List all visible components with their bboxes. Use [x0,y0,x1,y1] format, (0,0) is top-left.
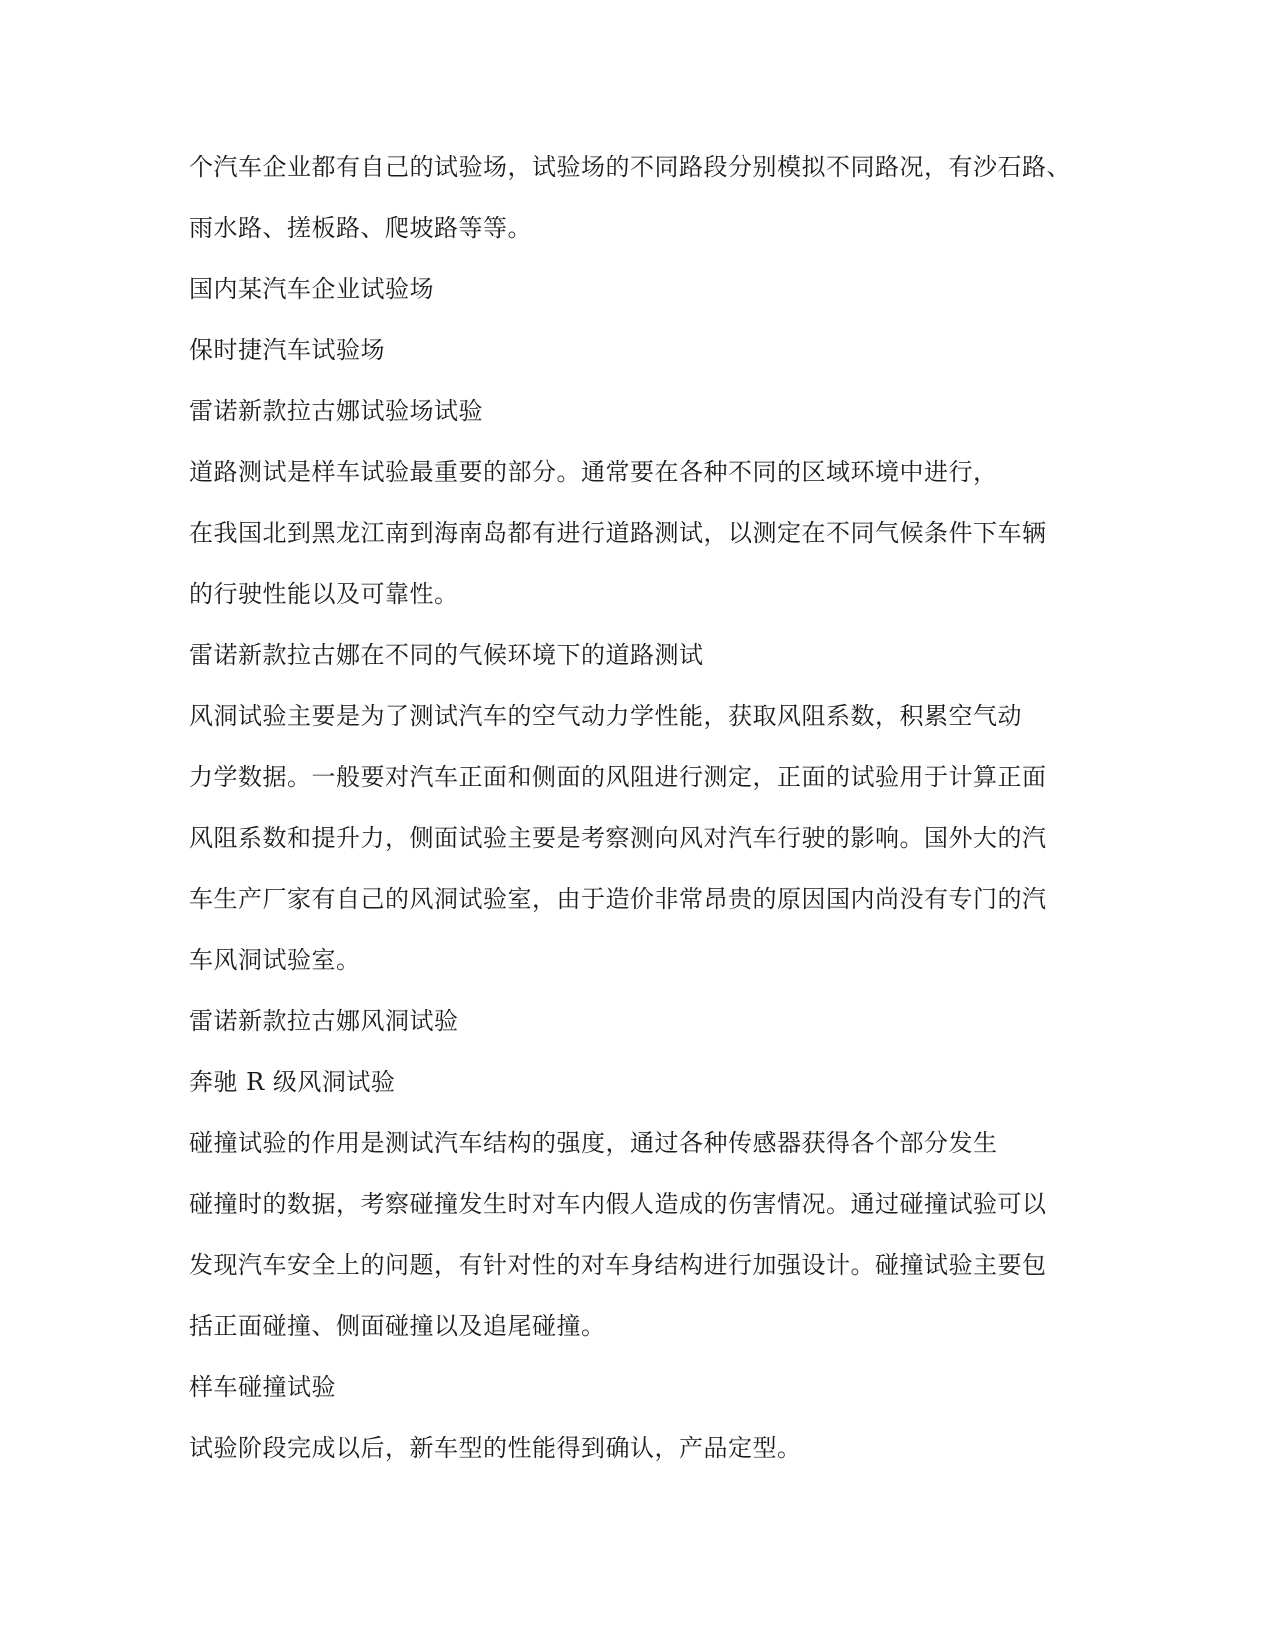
text-line: 道路测试是样车试验最重要的部分。通常要在各种不同的区域环境中进行， [189,458,998,486]
text-line: 发现汽车安全上的问题，有针对性的对车身结构进行加强设计。碰撞试验主要包 [189,1251,1047,1279]
text-line: 车生产厂家有自己的风洞试验室，由于造价非常昂贵的原因国内尚没有专门的汽 [189,885,1047,913]
text-line: 风阻系数和提升力，侧面试验主要是考察测向风对汽车行驶的影响。国外大的汽 [189,824,1047,852]
text-line: 碰撞时的数据，考察碰撞发生时对车内假人造成的伤害情况。通过碰撞试验可以 [189,1190,1047,1218]
text-line: 在我国北到黑龙江南到海南岛都有进行道路测试，以测定在不同气候条件下车辆 [189,519,1047,547]
text-line: 碰撞试验的作用是测试汽车结构的强度，通过各种传感器获得各个部分发生 [189,1129,998,1157]
caption-line: 奔驰 R 级风洞试验 [189,1068,396,1096]
text-line: 雨水路、搓板路、爬坡路等等。 [189,214,532,242]
text-line: 括正面碰撞、侧面碰撞以及追尾碰撞。 [189,1312,606,1340]
caption-line: 雷诺新款拉古娜风洞试验 [189,1007,459,1035]
text-line: 车风洞试验室。 [189,946,361,974]
caption-line: 雷诺新款拉古娜在不同的气候环境下的道路测试 [189,641,704,669]
text-line: 个汽车企业都有自己的试验场，试验场的不同路段分别模拟不同路况，有沙石路、 [189,153,1071,181]
text-line: 的行驶性能以及可靠性。 [189,580,459,608]
text-line: 试验阶段完成以后，新车型的性能得到确认，产品定型。 [189,1434,802,1462]
body-text [189,145,1089,1487]
caption-line: 样车碰撞试验 [189,1373,336,1401]
caption-line: 保时捷汽车试验场 [189,336,385,364]
caption-line: 国内某汽车企业试验场 [189,275,434,303]
text-line: 风洞试验主要是为了测试汽车的空气动力学性能，获取风阻系数，积累空气动 [189,702,1022,730]
text-line: 力学数据。一般要对汽车正面和侧面的风阻进行测定，正面的试验用于计算正面 [189,763,1047,791]
caption-line: 雷诺新款拉古娜试验场试验 [189,397,483,425]
